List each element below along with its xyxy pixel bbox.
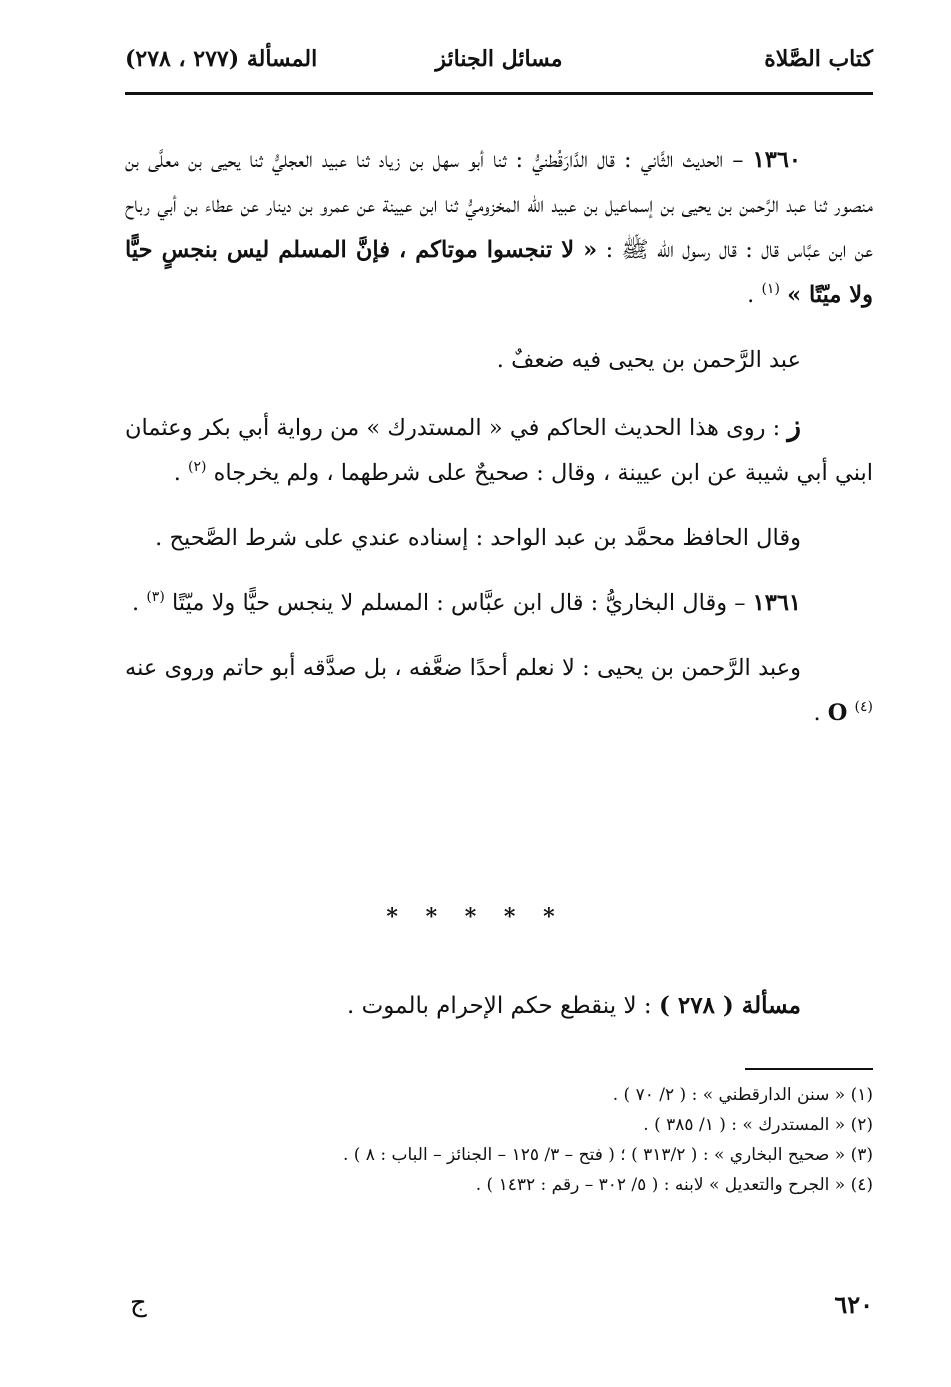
end-punctuation: . — [747, 282, 755, 308]
footnote-3: (٣) « صحيح البخاري » : ( ٣١٣/٢ ) ؛ ( فتح – ٣/ ١٢٥ – الجنائز – الباب : ٨ ) . — [342, 1145, 873, 1165]
section-separator: * * * * * — [386, 904, 565, 930]
footnote-4: (٤) « الجرح والتعديل » لابنه : ( ٥/ ٣٠٢ – رقم : ١٤٣٢ ) . — [475, 1175, 873, 1195]
section-heading — [347, 992, 801, 1019]
closing-text: وعبد الرَّحمن بن يحيى : لا نعلم أحدًا ضعَّفه ، بل صدَّقه أبو حاتم وروى عنه — [125, 655, 801, 681]
end-punctuation: . — [173, 460, 181, 486]
end-circle-mark: O — [827, 700, 848, 726]
section-title-text: : لا ينقطع حكم الإحرام بالموت . — [346, 993, 652, 1019]
header-rule — [125, 92, 873, 95]
header-chapter-title: مسائل الجنائز — [435, 46, 563, 72]
zawaid-text: : روى هذا الحديث الحاكم في « المستدرك » من رواية أبي بكر وعثمان ابني أبي شيبة عن ابن عيينة ، وقال : صحيحٌ على شرطهما ، ولم يخرجاه — [125, 415, 873, 486]
hadith-text: – وقال البخاريُّ : قال ابن عبَّاس : المسلم لا ينجس حيًّا ولا ميّتًا — [171, 590, 746, 616]
header-book-title: كتاب الصَّلاة — [764, 46, 873, 72]
closing-paragraph — [125, 646, 873, 736]
hadith-number: ١٣٦٠ — [752, 147, 801, 173]
hadith-1361-paragraph — [125, 581, 873, 626]
end-punctuation: . — [132, 590, 140, 616]
footnotes — [125, 1080, 873, 1200]
page-number: ٦٢٠ — [834, 1290, 873, 1319]
print-signature: ج — [130, 1288, 147, 1318]
section-label: مسألة ( ٢٧٨ ) — [658, 992, 801, 1019]
footnote-ref: (٤) — [854, 699, 873, 715]
footnote-ref: (٣) — [146, 589, 165, 605]
hafiz-paragraph: وقال الحافظ محمَّد بن عبد الواحد : إسناده عندي على شرط الصَّحيح . — [155, 525, 801, 551]
header-issue-numbers: المسألة (٢٧٧ ، ٢٧٨) — [125, 46, 318, 72]
hadith-quote: « لا تنجسوا موتاكم ، فإنَّ المسلم ليس بنجسٍ حيًّا ولا ميّتًا » — [125, 237, 873, 308]
hadith-text: – الحديث الثَّاني : قال الدَّارَقُطنيُّ : ثنا أبو سهل بن زياد ثنا عبيد العجليُّ ثنا يحيى بن معلَّى بن منصور ثنا عبد الرَّحمن بن يحيى بن إسماعيل بن عبيد الله المخزوميُّ ثنا ابن عيينة عن عمرو بن دينار عن عطاء بن أبي رباح عن ابن عبَّاس قال : قال رسول الله ﷺ : — [125, 147, 874, 263]
footnote-ref: (١) — [761, 281, 780, 297]
hadith-number: ١٣٦١ — [752, 590, 801, 616]
main-text — [125, 138, 873, 756]
footnote-1: (١) « سنن الدارقطني » : ( ٢/ ٧٠ ) . — [612, 1085, 873, 1105]
footnote-ref: (٢) — [188, 459, 207, 475]
zawaid-note-paragraph — [125, 403, 873, 496]
comment-paragraph: عبد الرَّحمن بن يحيى فيه ضعفٌ . — [496, 347, 801, 373]
footnote-rule — [745, 1068, 873, 1070]
end-punctuation: . — [813, 700, 821, 726]
running-header — [125, 40, 873, 90]
hadith-1360-paragraph — [125, 138, 873, 318]
footnote-2: (٢) « المستدرك » : ( ١/ ٣٨٥ ) . — [643, 1115, 873, 1135]
zawaid-mark: ز — [787, 409, 802, 442]
